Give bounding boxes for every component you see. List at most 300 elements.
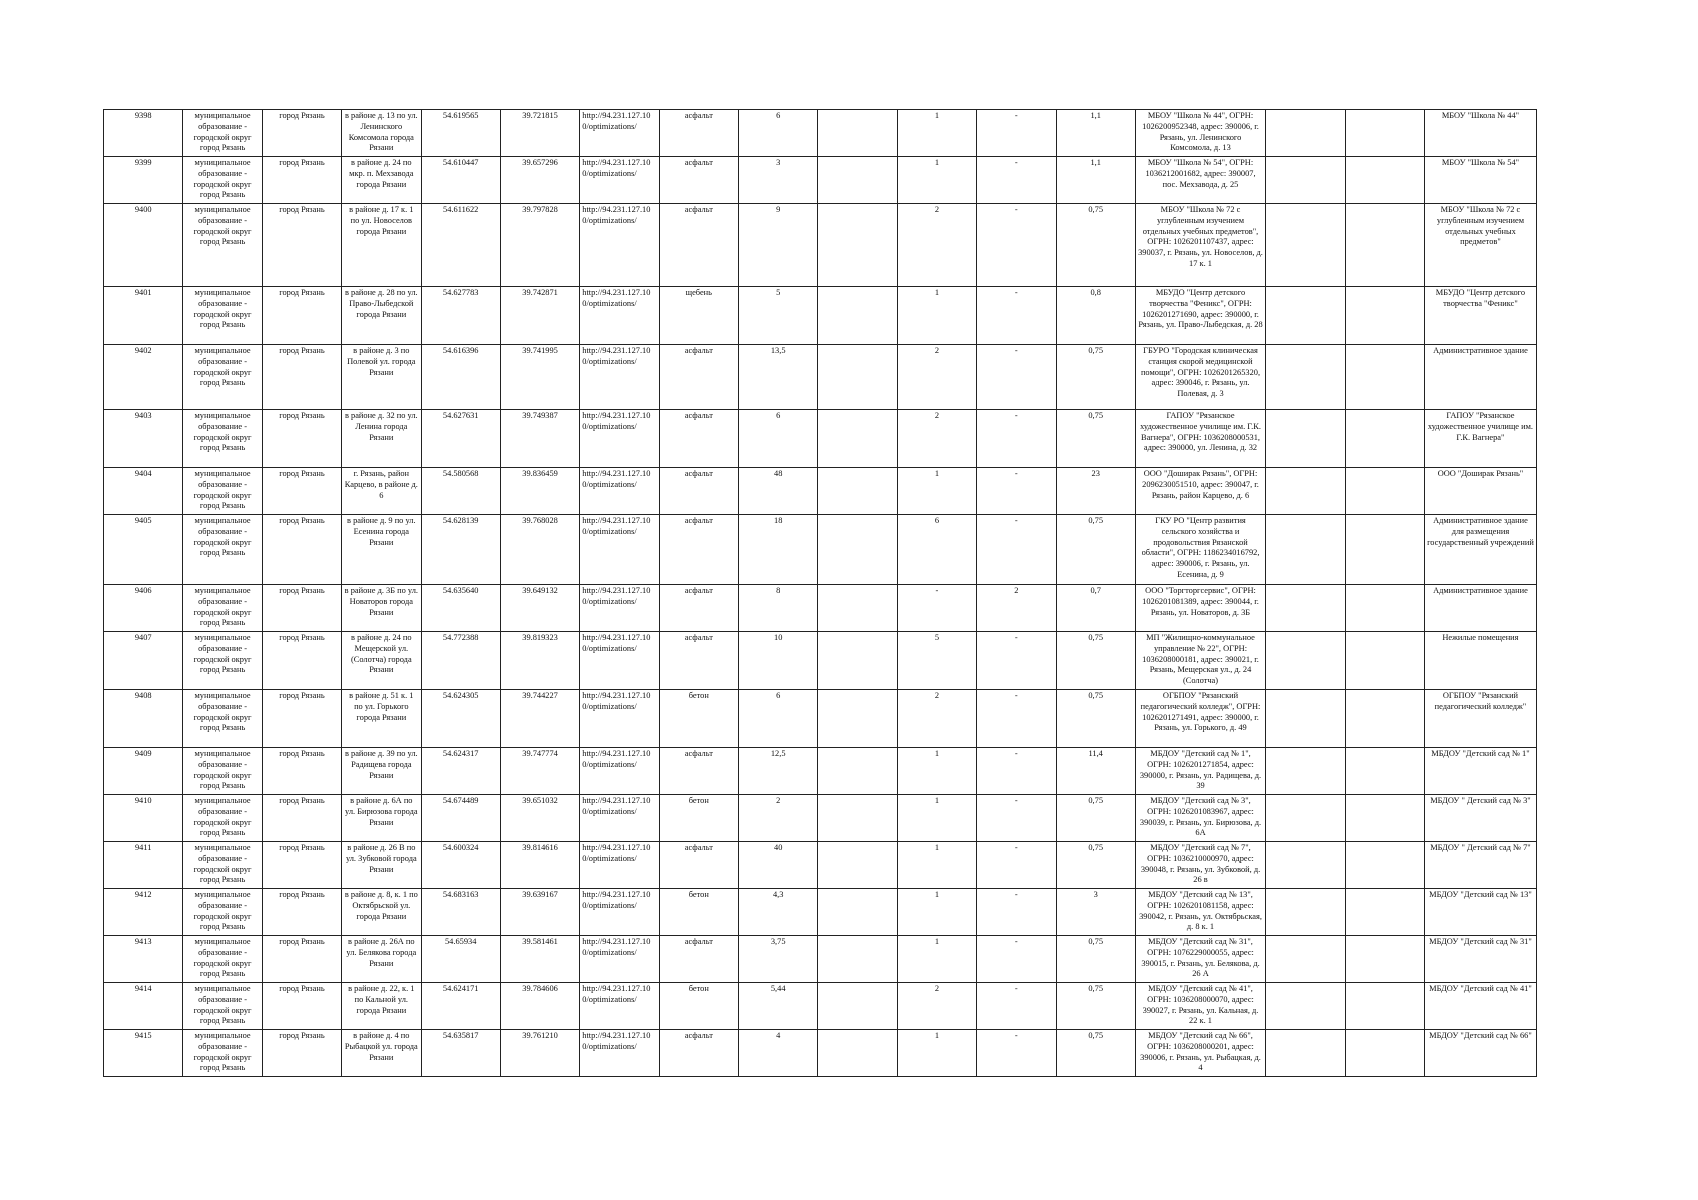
- cell-surface: асфальт: [659, 204, 738, 287]
- cell-num: 9398: [104, 110, 183, 157]
- cell-c4: [1266, 110, 1345, 157]
- cell-owner: МБДОУ "Детский сад № 66", ОГРН: 1036208000201, адрес: 390006, г. Рязань, ул. Рыбацкая, д. 4: [1135, 1030, 1265, 1077]
- cell-location: в районе д. 8, к. 1 по Октябрьской ул. города Рязани: [342, 889, 421, 936]
- cell-c5: [1345, 842, 1424, 889]
- cell-num: 9401: [104, 287, 183, 345]
- cell-owner: ГКУ РО "Центр развития сельского хозяйства и продовольствия Рязанской области", ОГРН: 1186234016792, адрес: 390006, г. Рязань, ул. Есенина, д. 9: [1135, 515, 1265, 585]
- cell-c2: 5: [897, 632, 976, 690]
- cell-vol: 0,75: [1056, 1030, 1135, 1077]
- cell-surface: асфальт: [659, 585, 738, 632]
- cell-lat: 54.674489: [421, 795, 500, 842]
- cell-vol: 23: [1056, 468, 1135, 515]
- cell-c1: [818, 795, 897, 842]
- cell-url: http://94.231.127.10 0/optimizations/: [580, 585, 659, 632]
- cell-c1: [818, 632, 897, 690]
- cell-lon: 39.639167: [500, 889, 579, 936]
- cell-owner: МП "Жилищно-коммунальное управление № 22", ОГРН: 1036208000181, адрес: 390021, г. Рязань, Мещерская ул., д. 24 (Солотча): [1135, 632, 1265, 690]
- cell-area: 6: [739, 410, 818, 468]
- cell-c5: [1345, 157, 1424, 204]
- cell-area: 12,5: [739, 748, 818, 795]
- cell-c3: -: [977, 748, 1056, 795]
- cell-location: в районе д. 26 В по ул. Зубковой города Рязани: [342, 842, 421, 889]
- cell-lat: 54.580568: [421, 468, 500, 515]
- cell-num: 9400: [104, 204, 183, 287]
- cell-location: в районе д. 26А по ул. Белякова города Рязани: [342, 936, 421, 983]
- cell-vol: 0,75: [1056, 690, 1135, 748]
- cell-url: http://94.231.127.10 0/optimizations/: [580, 345, 659, 410]
- cell-num: 9407: [104, 632, 183, 690]
- cell-surface: асфальт: [659, 110, 738, 157]
- cell-lat: 54.619565: [421, 110, 500, 157]
- cell-lon: 39.742871: [500, 287, 579, 345]
- cell-num: 9412: [104, 889, 183, 936]
- cell-c1: [818, 110, 897, 157]
- cell-settlement: город Рязань: [262, 632, 341, 690]
- cell-c3: -: [977, 795, 1056, 842]
- cell-location: в районе д. 51 к. 1 по ул. Горького города Рязани: [342, 690, 421, 748]
- table-row: [104, 410, 1537, 468]
- cell-source: МБОУ "Школа № 54": [1424, 157, 1536, 204]
- cell-url: http://94.231.127.10 0/optimizations/: [580, 690, 659, 748]
- cell-c1: [818, 585, 897, 632]
- cell-surface: асфальт: [659, 748, 738, 795]
- cell-c2: 2: [897, 204, 976, 287]
- cell-c3: -: [977, 287, 1056, 345]
- cell-vol: 0,75: [1056, 795, 1135, 842]
- cell-c2: 1: [897, 936, 976, 983]
- cell-owner: МБУДО "Центр детского творчества "Феникс", ОГРН: 1026201271690, адрес: 390000, г. Рязань, ул. Право-Лыбедская, д. 28: [1135, 287, 1265, 345]
- cell-url: http://94.231.127.10 0/optimizations/: [580, 1030, 659, 1077]
- cell-mun: муниципальное образование - городской округ город Рязань: [183, 468, 262, 515]
- cell-c1: [818, 936, 897, 983]
- cell-mun: муниципальное образование - городской округ город Рязань: [183, 345, 262, 410]
- table-row: [104, 795, 1537, 842]
- cell-surface: щебень: [659, 287, 738, 345]
- cell-mun: муниципальное образование - городской округ город Рязань: [183, 157, 262, 204]
- cell-source: Административное здание для размещения государственный учреждений: [1424, 515, 1536, 585]
- cell-settlement: город Рязань: [262, 690, 341, 748]
- cell-lon: 39.651032: [500, 795, 579, 842]
- cell-num: 9406: [104, 585, 183, 632]
- cell-c3: -: [977, 983, 1056, 1030]
- cell-c5: [1345, 204, 1424, 287]
- cell-source: МБОУ "Школа № 44": [1424, 110, 1536, 157]
- cell-url: http://94.231.127.10 0/optimizations/: [580, 515, 659, 585]
- cell-vol: 0,8: [1056, 287, 1135, 345]
- cell-c2: 1: [897, 1030, 976, 1077]
- table-row: [104, 157, 1537, 204]
- cell-c1: [818, 287, 897, 345]
- cell-area: 5: [739, 287, 818, 345]
- cell-owner: МБОУ "Школа № 44", ОГРН: 1026200952348, адрес: 390006, г. Рязань, ул. Ленинского Комсомола, д. 13: [1135, 110, 1265, 157]
- cell-surface: асфальт: [659, 842, 738, 889]
- table-body: [104, 110, 1537, 1077]
- cell-c4: [1266, 690, 1345, 748]
- cell-settlement: город Рязань: [262, 842, 341, 889]
- cell-lat: 54.616396: [421, 345, 500, 410]
- cell-c4: [1266, 1030, 1345, 1077]
- cell-source: МБУДО "Центр детского творчества "Феникс": [1424, 287, 1536, 345]
- cell-c2: 1: [897, 748, 976, 795]
- cell-lat: 54.624171: [421, 983, 500, 1030]
- cell-url: http://94.231.127.10 0/optimizations/: [580, 110, 659, 157]
- cell-location: в районе д. 28 по ул. Право-Лыбедской города Рязани: [342, 287, 421, 345]
- cell-lat: 54.600324: [421, 842, 500, 889]
- cell-area: 9: [739, 204, 818, 287]
- cell-c4: [1266, 585, 1345, 632]
- cell-c3: -: [977, 110, 1056, 157]
- table-row: [104, 983, 1537, 1030]
- cell-area: 6: [739, 110, 818, 157]
- cell-num: 9414: [104, 983, 183, 1030]
- cell-c5: [1345, 410, 1424, 468]
- cell-vol: 0,75: [1056, 983, 1135, 1030]
- cell-location: в районе д. 3 по Полевой ул. города Рязани: [342, 345, 421, 410]
- cell-c5: [1345, 690, 1424, 748]
- cell-mun: муниципальное образование - городской округ город Рязань: [183, 410, 262, 468]
- cell-surface: асфальт: [659, 345, 738, 410]
- cell-vol: 0,75: [1056, 632, 1135, 690]
- cell-owner: ГАПОУ "Рязанское художественное училище им. Г.К. Вагнера", ОГРН: 1036208000531, адрес: 390000, ул. Ленина, д. 32: [1135, 410, 1265, 468]
- cell-c3: -: [977, 1030, 1056, 1077]
- cell-location: в районе д. 13 по ул. Ленинского Комсомола города Рязани: [342, 110, 421, 157]
- cell-c4: [1266, 345, 1345, 410]
- cell-lon: 39.749387: [500, 410, 579, 468]
- cell-lon: 39.581461: [500, 936, 579, 983]
- cell-c5: [1345, 585, 1424, 632]
- cell-c4: [1266, 410, 1345, 468]
- cell-source: Нежилые помещения: [1424, 632, 1536, 690]
- cell-surface: асфальт: [659, 410, 738, 468]
- cell-url: http://94.231.127.10 0/optimizations/: [580, 748, 659, 795]
- cell-c1: [818, 1030, 897, 1077]
- cell-mun: муниципальное образование - городской округ город Рязань: [183, 632, 262, 690]
- cell-area: 3: [739, 157, 818, 204]
- cell-vol: 11,4: [1056, 748, 1135, 795]
- cell-settlement: город Рязань: [262, 936, 341, 983]
- cell-c3: -: [977, 345, 1056, 410]
- cell-location: в районе д. 24 по Мещерской ул. (Солотча) города Рязани: [342, 632, 421, 690]
- cell-vol: 0,75: [1056, 410, 1135, 468]
- cell-url: http://94.231.127.10 0/optimizations/: [580, 287, 659, 345]
- cell-owner: ООО "Торгторгсервис", ОГРН: 1026201081389, адрес: 390044, г. Рязань, ул. Новаторов, д. 3Б: [1135, 585, 1265, 632]
- cell-location: в районе д. 9 по ул. Есенина города Рязани: [342, 515, 421, 585]
- cell-source: МБДОУ "Детский сад № 13": [1424, 889, 1536, 936]
- cell-lon: 39.784606: [500, 983, 579, 1030]
- cell-area: 13,5: [739, 345, 818, 410]
- cell-location: в районе д. 3Б по ул. Новаторов города Рязани: [342, 585, 421, 632]
- table-row: [104, 585, 1537, 632]
- cell-c1: [818, 410, 897, 468]
- cell-surface: асфальт: [659, 468, 738, 515]
- cell-settlement: город Рязань: [262, 585, 341, 632]
- cell-mun: муниципальное образование - городской округ город Рязань: [183, 795, 262, 842]
- cell-url: http://94.231.127.10 0/optimizations/: [580, 936, 659, 983]
- cell-owner: МБДОУ "Детский сад № 3", ОГРН: 1026201083967, адрес: 390039, г. Рязань, ул. Бирюзова, д. 6А: [1135, 795, 1265, 842]
- cell-lon: 39.836459: [500, 468, 579, 515]
- cell-source: МБОУ "Школа № 72 с углубленным изучением отдельных учебных предметов": [1424, 204, 1536, 287]
- cell-surface: асфальт: [659, 632, 738, 690]
- cell-location: в районе д. 24 по мкр. п. Мехзавода города Рязани: [342, 157, 421, 204]
- cell-source: МБДОУ "Детский сад № 41": [1424, 983, 1536, 1030]
- cell-c1: [818, 690, 897, 748]
- cell-vol: 0,75: [1056, 345, 1135, 410]
- cell-owner: МБДОУ "Детский сад № 1", ОГРН: 1026201271854, адрес: 390000, г. Рязань, ул. Радищева, д. 39: [1135, 748, 1265, 795]
- cell-source: ОГБПОУ "Рязанский педагогический колледж": [1424, 690, 1536, 748]
- table-row: [104, 287, 1537, 345]
- cell-location: в районе д. 17 к. 1 по ул. Новоселов города Рязани: [342, 204, 421, 287]
- cell-lon: 39.741995: [500, 345, 579, 410]
- cell-area: 4,3: [739, 889, 818, 936]
- cell-c2: 6: [897, 515, 976, 585]
- table-row: [104, 690, 1537, 748]
- cell-c3: -: [977, 410, 1056, 468]
- cell-lat: 54.683163: [421, 889, 500, 936]
- cell-lat: 54.624317: [421, 748, 500, 795]
- cell-area: 10: [739, 632, 818, 690]
- cell-settlement: город Рязань: [262, 157, 341, 204]
- cell-location: в районе д. 32 по ул. Ленина города Рязани: [342, 410, 421, 468]
- cell-settlement: город Рязань: [262, 110, 341, 157]
- cell-area: 4: [739, 1030, 818, 1077]
- cell-lon: 39.768028: [500, 515, 579, 585]
- cell-settlement: город Рязань: [262, 410, 341, 468]
- cell-c1: [818, 889, 897, 936]
- table-row: [104, 632, 1537, 690]
- cell-lat: 54.628139: [421, 515, 500, 585]
- cell-area: 8: [739, 585, 818, 632]
- cell-c3: -: [977, 690, 1056, 748]
- cell-c2: 2: [897, 345, 976, 410]
- cell-c4: [1266, 983, 1345, 1030]
- cell-mun: муниципальное образование - городской округ город Рязань: [183, 515, 262, 585]
- cell-lat: 54.627631: [421, 410, 500, 468]
- cell-mun: муниципальное образование - городской округ город Рязань: [183, 748, 262, 795]
- cell-owner: МБДОУ "Детский сад № 7", ОГРН: 1036210000970, адрес: 390048, г. Рязань, ул. Зубковой, д. 26 в: [1135, 842, 1265, 889]
- cell-surface: бетон: [659, 795, 738, 842]
- cell-c5: [1345, 632, 1424, 690]
- cell-c3: -: [977, 842, 1056, 889]
- table-row: [104, 204, 1537, 287]
- cell-source: Административное здание: [1424, 585, 1536, 632]
- cell-settlement: город Рязань: [262, 204, 341, 287]
- cell-vol: 3: [1056, 889, 1135, 936]
- cell-c3: -: [977, 632, 1056, 690]
- registry-table: [103, 109, 1537, 1077]
- cell-area: 5,44: [739, 983, 818, 1030]
- cell-c2: 1: [897, 287, 976, 345]
- cell-c2: -: [897, 585, 976, 632]
- cell-settlement: город Рязань: [262, 795, 341, 842]
- cell-c1: [818, 157, 897, 204]
- cell-num: 9404: [104, 468, 183, 515]
- cell-c4: [1266, 889, 1345, 936]
- cell-source: ООО "Доширак Рязань": [1424, 468, 1536, 515]
- cell-c1: [818, 468, 897, 515]
- cell-lon: 39.814616: [500, 842, 579, 889]
- cell-c2: 1: [897, 795, 976, 842]
- cell-surface: бетон: [659, 889, 738, 936]
- cell-url: http://94.231.127.10 0/optimizations/: [580, 889, 659, 936]
- cell-vol: 0,75: [1056, 515, 1135, 585]
- cell-surface: асфальт: [659, 1030, 738, 1077]
- cell-surface: бетон: [659, 983, 738, 1030]
- cell-settlement: город Рязань: [262, 1030, 341, 1077]
- cell-settlement: город Рязань: [262, 983, 341, 1030]
- table-row: [104, 889, 1537, 936]
- cell-owner: ООО "Доширак Рязань", ОГРН: 2096230051510, адрес: 390047, г. Рязань, район Карцево, д. 6: [1135, 468, 1265, 515]
- cell-owner: ГБУРО "Городская клиническая станция скорой медицинской помощи", ОГРН: 1026201265320, адрес: 390046, г. Рязань, ул. Полевая, д. 3: [1135, 345, 1265, 410]
- cell-lat: 54.772388: [421, 632, 500, 690]
- cell-settlement: город Рязань: [262, 345, 341, 410]
- cell-c2: 1: [897, 110, 976, 157]
- cell-source: МБДОУ " Детский сад № 3": [1424, 795, 1536, 842]
- cell-c4: [1266, 748, 1345, 795]
- cell-lat: 54.624305: [421, 690, 500, 748]
- table-row: [104, 1030, 1537, 1077]
- cell-num: 9402: [104, 345, 183, 410]
- cell-vol: 0,75: [1056, 936, 1135, 983]
- cell-c4: [1266, 204, 1345, 287]
- table-row: [104, 515, 1537, 585]
- cell-num: 9403: [104, 410, 183, 468]
- cell-c3: -: [977, 204, 1056, 287]
- table-row: [104, 842, 1537, 889]
- cell-mun: муниципальное образование - городской округ город Рязань: [183, 585, 262, 632]
- cell-num: 9415: [104, 1030, 183, 1077]
- cell-c1: [818, 204, 897, 287]
- cell-mun: муниципальное образование - городской округ город Рязань: [183, 204, 262, 287]
- cell-mun: муниципальное образование - городской округ город Рязань: [183, 287, 262, 345]
- cell-source: МБДОУ " Детский сад № 7": [1424, 842, 1536, 889]
- cell-c4: [1266, 936, 1345, 983]
- cell-location: в районе д. 22, к. 1 по Кальной ул. города Рязани: [342, 983, 421, 1030]
- cell-lat: 54.627783: [421, 287, 500, 345]
- cell-c4: [1266, 842, 1345, 889]
- cell-c5: [1345, 748, 1424, 795]
- cell-source: МБДОУ "Детский сад № 31": [1424, 936, 1536, 983]
- cell-num: 9410: [104, 795, 183, 842]
- cell-c3: -: [977, 936, 1056, 983]
- cell-num: 9411: [104, 842, 183, 889]
- cell-lat: 54.611622: [421, 204, 500, 287]
- cell-c3: 2: [977, 585, 1056, 632]
- table-row: [104, 936, 1537, 983]
- cell-url: http://94.231.127.10 0/optimizations/: [580, 632, 659, 690]
- cell-c3: -: [977, 515, 1056, 585]
- cell-owner: МБДОУ "Детский сад № 41", ОГРН: 1036208000070, адрес: 390027, г. Рязань, ул. Кальная, д. 22 к. 1: [1135, 983, 1265, 1030]
- cell-c5: [1345, 889, 1424, 936]
- cell-source: Административное здание: [1424, 345, 1536, 410]
- cell-location: г. Рязань, район Карцево, в районе д. 6: [342, 468, 421, 515]
- cell-owner: МБДОУ "Детский сад № 31", ОГРН: 1076229000055, адрес: 390015, г. Рязань, ул. Белякова, д. 26 А: [1135, 936, 1265, 983]
- cell-c1: [818, 748, 897, 795]
- cell-lon: 39.747774: [500, 748, 579, 795]
- cell-c2: 1: [897, 468, 976, 515]
- cell-vol: 0,75: [1056, 204, 1135, 287]
- table-row: [104, 748, 1537, 795]
- cell-num: 9399: [104, 157, 183, 204]
- cell-settlement: город Рязань: [262, 889, 341, 936]
- cell-url: http://94.231.127.10 0/optimizations/: [580, 468, 659, 515]
- cell-url: http://94.231.127.10 0/optimizations/: [580, 410, 659, 468]
- table-row: [104, 468, 1537, 515]
- cell-c4: [1266, 468, 1345, 515]
- cell-c2: 2: [897, 410, 976, 468]
- cell-vol: 1,1: [1056, 157, 1135, 204]
- cell-num: 9409: [104, 748, 183, 795]
- table-row: [104, 345, 1537, 410]
- cell-lat: 54.610447: [421, 157, 500, 204]
- cell-url: http://94.231.127.10 0/optimizations/: [580, 157, 659, 204]
- cell-area: 6: [739, 690, 818, 748]
- cell-c2: 1: [897, 157, 976, 204]
- cell-c5: [1345, 936, 1424, 983]
- cell-location: в районе д. 39 по ул. Радищева города Рязани: [342, 748, 421, 795]
- cell-num: 9413: [104, 936, 183, 983]
- cell-owner: МБДОУ "Детский сад № 13", ОГРН: 1026201081158, адрес: 390042, г. Рязань, ул. Октябрьская, д. 8 к. 1: [1135, 889, 1265, 936]
- cell-settlement: город Рязань: [262, 468, 341, 515]
- cell-c1: [818, 842, 897, 889]
- cell-url: http://94.231.127.10 0/optimizations/: [580, 983, 659, 1030]
- cell-settlement: город Рязань: [262, 515, 341, 585]
- cell-mun: муниципальное образование - городской округ город Рязань: [183, 690, 262, 748]
- cell-vol: 0,75: [1056, 842, 1135, 889]
- cell-c5: [1345, 1030, 1424, 1077]
- cell-c3: -: [977, 889, 1056, 936]
- cell-lon: 39.657296: [500, 157, 579, 204]
- cell-surface: асфальт: [659, 157, 738, 204]
- cell-lat: 54.635640: [421, 585, 500, 632]
- cell-area: 3,75: [739, 936, 818, 983]
- cell-lat: 54.65934: [421, 936, 500, 983]
- cell-c2: 1: [897, 889, 976, 936]
- cell-c5: [1345, 287, 1424, 345]
- cell-c2: 1: [897, 842, 976, 889]
- cell-c1: [818, 983, 897, 1030]
- cell-mun: муниципальное образование - городской округ город Рязань: [183, 842, 262, 889]
- cell-url: http://94.231.127.10 0/optimizations/: [580, 795, 659, 842]
- cell-mun: муниципальное образование - городской округ город Рязань: [183, 936, 262, 983]
- cell-owner: ОГБПОУ "Рязанский педагогический колледж", ОГРН: 1026201271491, адрес: 390000, г. Рязань, ул. Горького, д. 49: [1135, 690, 1265, 748]
- cell-location: в районе д. 6А по ул. Бирюзова города Рязани: [342, 795, 421, 842]
- cell-c2: 2: [897, 983, 976, 1030]
- cell-area: 48: [739, 468, 818, 515]
- cell-c5: [1345, 795, 1424, 842]
- cell-c5: [1345, 468, 1424, 515]
- cell-source: ГАПОУ "Рязанское художественное училище им. Г.К. Вагнера": [1424, 410, 1536, 468]
- cell-c5: [1345, 515, 1424, 585]
- cell-c5: [1345, 110, 1424, 157]
- cell-vol: 1,1: [1056, 110, 1135, 157]
- cell-lon: 39.649132: [500, 585, 579, 632]
- cell-c5: [1345, 983, 1424, 1030]
- cell-c3: -: [977, 468, 1056, 515]
- cell-lon: 39.744227: [500, 690, 579, 748]
- table-row: [104, 110, 1537, 157]
- cell-vol: 0,7: [1056, 585, 1135, 632]
- cell-lon: 39.761210: [500, 1030, 579, 1077]
- cell-c3: -: [977, 157, 1056, 204]
- cell-lon: 39.797828: [500, 204, 579, 287]
- cell-num: 9405: [104, 515, 183, 585]
- cell-c4: [1266, 795, 1345, 842]
- cell-location: в районе д. 4 по Рыбацкой ул. города Рязани: [342, 1030, 421, 1077]
- cell-c4: [1266, 287, 1345, 345]
- cell-area: 18: [739, 515, 818, 585]
- cell-lon: 39.721815: [500, 110, 579, 157]
- cell-surface: асфальт: [659, 936, 738, 983]
